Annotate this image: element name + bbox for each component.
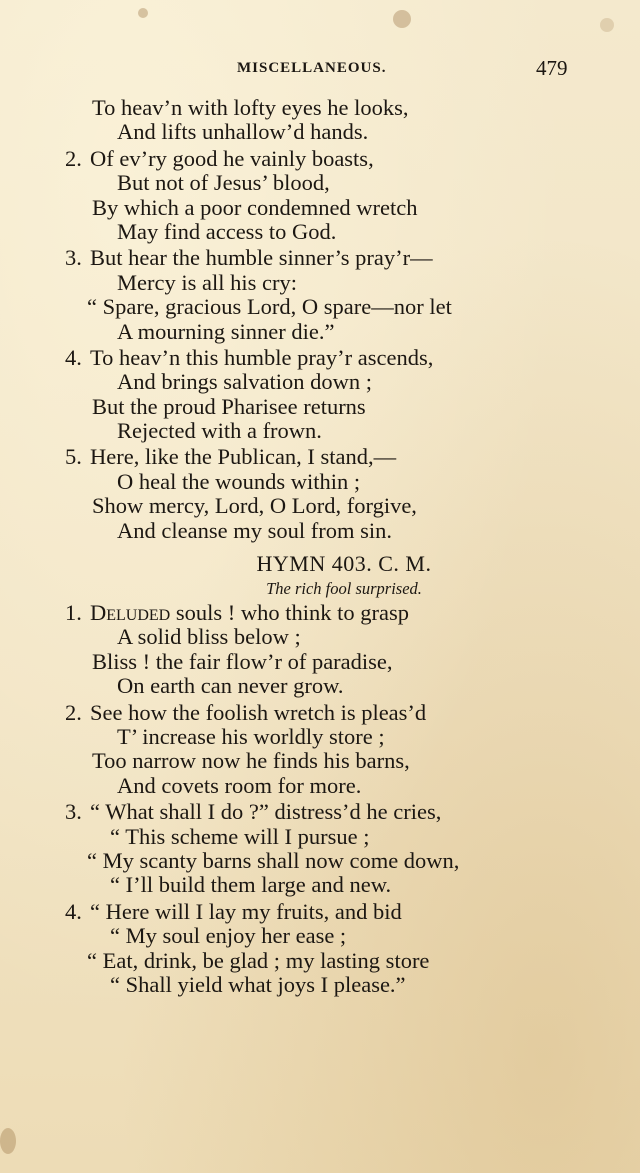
verse-text: Here, like the Publican, I stand,— bbox=[90, 444, 397, 470]
verse-line: T’ increase his worldly store ; bbox=[117, 723, 385, 749]
hymn-title: HYMN 403. C. M. bbox=[256, 551, 432, 577]
verse-line: But not of Jesus’ blood, bbox=[117, 170, 330, 196]
verse-line: And brings salvation down ; bbox=[117, 369, 372, 395]
verse-line: Show mercy, Lord, O Lord, forgive, bbox=[92, 493, 417, 519]
verse-line: Mercy is all his cry: bbox=[117, 269, 297, 295]
verse-line: By which a poor condemned wretch bbox=[92, 194, 418, 220]
verse-text: souls ! who think to grasp bbox=[170, 600, 409, 626]
verse-line bbox=[0, 147, 640, 171]
verse-text: But hear the humble sinner’s pray’r— bbox=[90, 245, 433, 271]
verse-line: “ I’ll build them large and new. bbox=[110, 872, 392, 898]
verse-line: “ This scheme will I pursue ; bbox=[110, 823, 370, 849]
verse-text: “ Here will I lay my fruits, and bid bbox=[90, 898, 402, 924]
verse-text: See how the foolish wretch is pleas’d bbox=[90, 699, 427, 725]
verse-text: “ What shall I do ?” distress’d he cries, bbox=[90, 799, 442, 825]
verse-line: To heav’n with lofty eyes he looks, bbox=[92, 95, 409, 120]
verse-line: A solid bliss below ; bbox=[117, 624, 301, 650]
verse-line: Rejected with a frown. bbox=[117, 418, 322, 444]
stanza-number: 3. bbox=[65, 245, 82, 271]
stanza-number: 4. bbox=[65, 344, 82, 370]
stanza-number: 1. bbox=[65, 600, 82, 626]
stanza-number: 5. bbox=[65, 444, 82, 470]
verse-line: “ Spare, gracious Lord, O spare—nor let bbox=[87, 294, 452, 320]
verse-line bbox=[0, 701, 640, 725]
verse-line: And cleanse my soul from sin. bbox=[117, 517, 392, 543]
verse-text: To heav’n this humble pray’r ascends, bbox=[90, 344, 434, 370]
first-word-small-caps: Deluded bbox=[90, 600, 171, 626]
verse-line: May find access to God. bbox=[117, 218, 337, 244]
stanza-number: 4. bbox=[65, 898, 82, 924]
verse-line bbox=[0, 246, 640, 270]
foxing-stain bbox=[393, 10, 411, 28]
verse-line: “ My scanty barns shall now come down, bbox=[87, 847, 460, 873]
foxing-stain bbox=[0, 1128, 16, 1154]
page-number: 479 bbox=[536, 56, 568, 80]
hymn-text bbox=[0, 96, 640, 997]
verse-line bbox=[0, 900, 640, 924]
verse-line: On earth can never grow. bbox=[117, 673, 344, 699]
verse-line: “ Eat, drink, be glad ; my lasting store bbox=[87, 947, 430, 973]
stanza-number: 2. bbox=[65, 699, 82, 725]
foxing-stain bbox=[600, 18, 614, 32]
hymn-subtitle: The rich fool surprised. bbox=[266, 579, 422, 599]
verse-line: Bliss ! the fair flow’r of paradise, bbox=[92, 648, 393, 674]
foxing-stain bbox=[138, 8, 148, 18]
verse-line bbox=[0, 800, 640, 824]
stanza-number: 3. bbox=[65, 799, 82, 825]
verse-line: A mourning sinner die.” bbox=[117, 318, 335, 344]
verse-line: “ Shall yield what joys I please.” bbox=[110, 971, 406, 997]
running-head: MISCELLANEOUS. bbox=[237, 60, 387, 76]
verse-line: “ My soul enjoy her ease ; bbox=[110, 923, 347, 949]
verse-line: And lifts unhallow’d hands. bbox=[117, 119, 369, 145]
verse-line: But the proud Pharisee returns bbox=[92, 393, 366, 419]
verse-line bbox=[0, 346, 640, 370]
stanza-number: 2. bbox=[65, 145, 82, 171]
verse-line: And covets room for more. bbox=[117, 772, 362, 798]
verse-line: Too narrow now he finds his barns, bbox=[92, 748, 410, 774]
verse-line: O heal the wounds within ; bbox=[117, 468, 361, 494]
verse-line bbox=[0, 445, 640, 469]
verse-line bbox=[0, 601, 640, 625]
verse-text: Of ev’ry good he vainly boasts, bbox=[90, 145, 374, 171]
